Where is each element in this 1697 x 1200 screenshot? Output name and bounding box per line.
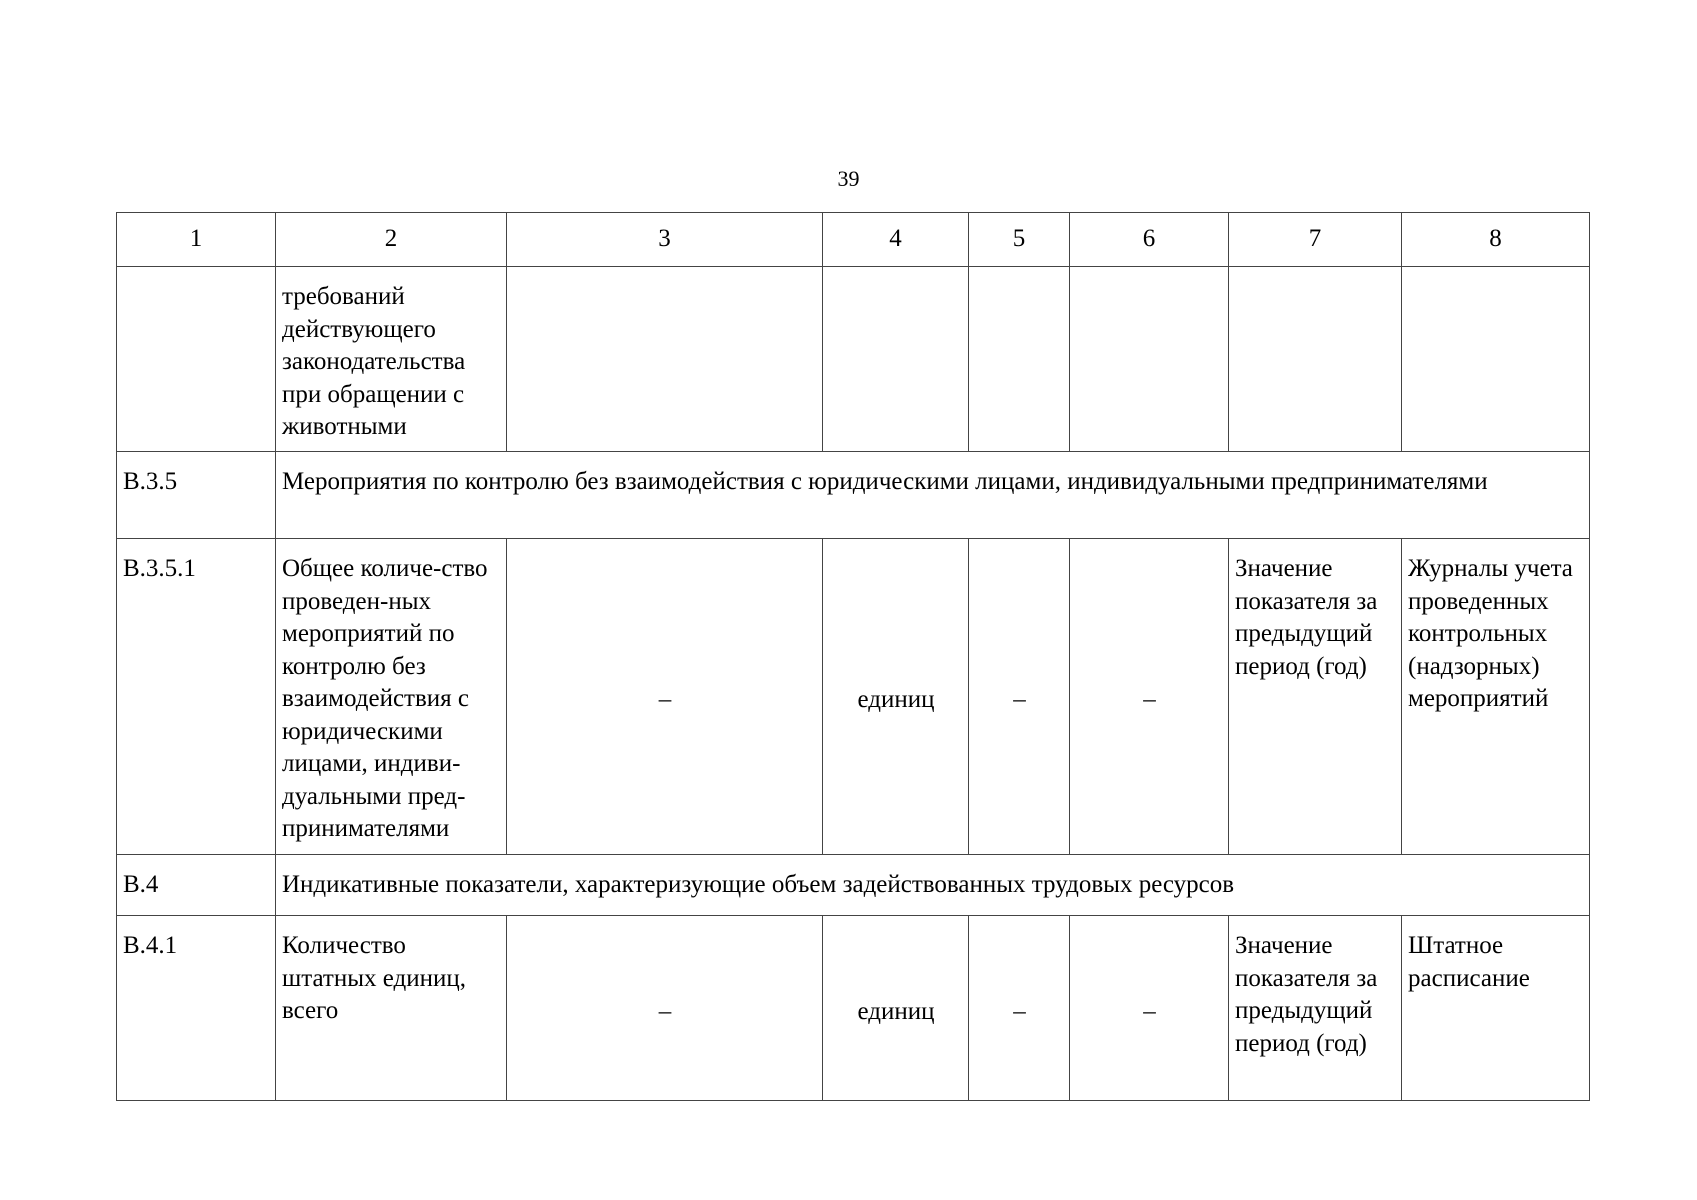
cell-indicator-code: В.4.1 [117, 916, 276, 1101]
cell-empty [969, 267, 1070, 452]
cell-indicator-name: Количество штатных единиц, всего [276, 916, 507, 1101]
cell-section-code: В.3.5 [117, 452, 276, 539]
column-header-8: 8 [1402, 213, 1590, 267]
cell-empty [507, 267, 823, 452]
cell-col5: – [969, 539, 1070, 855]
column-header-2: 2 [276, 213, 507, 267]
cell-code-empty [117, 267, 276, 452]
table-row-continuation [117, 267, 1590, 452]
column-header-1: 1 [117, 213, 276, 267]
cell-col3: – [507, 916, 823, 1101]
cell-col6: – [1070, 539, 1229, 855]
table-row-section [117, 855, 1590, 916]
table-row-section [117, 452, 1590, 539]
column-header-4: 4 [823, 213, 969, 267]
cell-section-code: В.4 [117, 855, 276, 916]
cell-empty [823, 267, 969, 452]
cell-col8: Журналы учета проведенных контрольных (надзорных) мероприятий [1402, 539, 1590, 855]
column-header-5: 5 [969, 213, 1070, 267]
column-header-3: 3 [507, 213, 823, 267]
cell-indicator-name: требований действующего законодательства при обращении с животными [276, 267, 507, 452]
cell-section-title: Мероприятия по контролю без взаимодействия с юридическими лицами, индивидуальными предпринимателями [276, 452, 1590, 539]
cell-empty [1229, 267, 1402, 452]
page-number: 39 [837, 166, 860, 191]
table-row-indicator [117, 539, 1590, 855]
cell-col6: – [1070, 916, 1229, 1101]
cell-unit: единиц [823, 916, 969, 1101]
column-number-row [117, 213, 1590, 267]
cell-unit: единиц [823, 539, 969, 855]
cell-col5: – [969, 916, 1070, 1101]
cell-indicator-code: В.3.5.1 [117, 539, 276, 855]
column-header-6: 6 [1070, 213, 1229, 267]
column-header-7: 7 [1229, 213, 1402, 267]
cell-col8: Штатное расписание [1402, 916, 1590, 1101]
cell-section-title: Индикативные показатели, характеризующие объем задействованных трудовых ресурсов [276, 855, 1590, 916]
cell-indicator-name: Общее количе-ство проведен-ных мероприятий по контролю без взаимодействия с юридическими лицами, индиви-дуальными пред-принимателями [276, 539, 507, 855]
cell-empty [1402, 267, 1590, 452]
table-row-indicator [117, 916, 1590, 1101]
cell-col3: – [507, 539, 823, 855]
indicators-table [116, 212, 1590, 1101]
cell-col7: Значение показателя за предыдущий период (год) [1229, 539, 1402, 855]
cell-col7: Значение показателя за предыдущий период (год) [1229, 916, 1402, 1101]
cell-empty [1070, 267, 1229, 452]
